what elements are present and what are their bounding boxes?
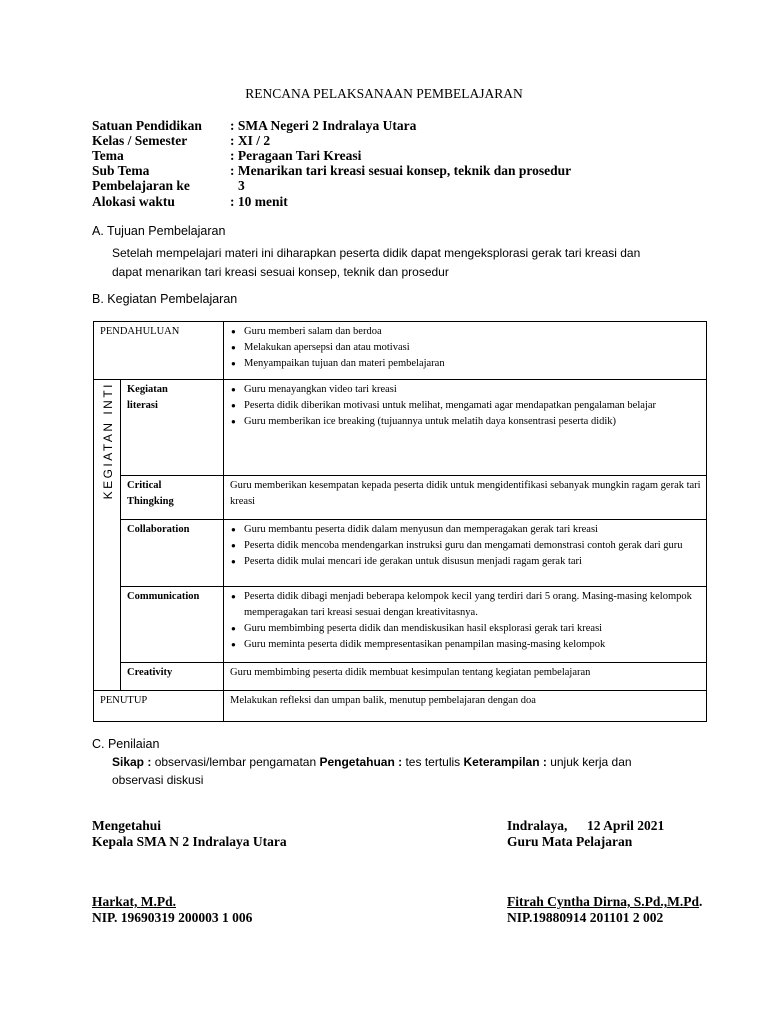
list-item: ● Guru memberi salam dan berdoa: [244, 324, 701, 340]
kegiatan-inti-label: KEGIATAN INTI: [101, 382, 115, 500]
info-label-alokasi: Alokasi waktu: [92, 194, 175, 209]
list-item: ● Guru membimbing peserta didik dan mendiskusikan hasil eksplorasi gerak tari kreasi: [244, 621, 701, 637]
sign-right-name-line: [507, 894, 702, 910]
literasi-label-line-1: Kegiatan: [127, 384, 168, 395]
sikap-label: Sikap :: [112, 755, 152, 769]
info-label-satuan: Satuan Pendidikan: [92, 118, 202, 133]
penutup-label: PENUTUP: [94, 691, 224, 722]
table-row: [94, 587, 707, 663]
keterampilan-label: Keterampilan :: [463, 755, 547, 769]
sign-right-date: 12 April 2021: [587, 818, 665, 833]
sign-right-place: Indralaya,: [507, 818, 568, 833]
collaboration-label: Collaboration: [121, 520, 224, 587]
critical-cell: Guru memberikan kesempatan kepada peserta didik untuk mengidentifikasi sebanyak mungkin ragam gerak tari kreasi: [224, 476, 707, 520]
info-value-tema: : Peragaan Tari Kreasi: [230, 148, 362, 163]
keterampilan-text: unjuk kerja dan: [546, 755, 632, 769]
document-title: RENCANA PELAKSANAAN PEMBELAJARAN: [245, 86, 523, 101]
activity-table: [93, 321, 707, 722]
table-row: [94, 322, 707, 380]
list-item: ● Guru meminta peserta didik mempresentasikan penampilan masing-masing kelompok: [244, 637, 701, 653]
pendahuluan-label: PENDAHULUAN: [94, 322, 224, 380]
creativity-cell: Guru membimbing peserta didik membuat kesimpulan tentang kegiatan pembelajaran: [224, 663, 707, 691]
sign-left-mengetahui: Mengetahui: [92, 818, 161, 833]
list-item: ● Melakukan apersepsi dan atau motivasi: [244, 340, 701, 356]
table-row: [94, 520, 707, 587]
info-label-pembelajaran: Pembelajaran ke: [92, 178, 190, 193]
info-value-alokasi: : 10 menit: [230, 194, 288, 209]
creativity-label: Creativity: [121, 663, 224, 691]
section-a-line-2: dapat menarikan tari kreasi sesuai konsep, teknik dan prosedur: [112, 265, 449, 279]
penilaian-line-1: [112, 755, 632, 769]
section-a-heading: A. Tujuan Pembelajaran: [92, 224, 226, 238]
sign-right-title: Guru Mata Pelajaran: [507, 834, 633, 849]
section-b-heading: B. Kegiatan Pembelajaran: [92, 292, 238, 306]
info-value-kelas: : XI / 2: [230, 133, 271, 148]
table-row: [94, 691, 707, 722]
list-item: ● Peserta didik mulai mencari ide gerakan untuk disusun menjadi ragam gerak tari: [244, 554, 701, 570]
list-item: ● Guru menayangkan video tari kreasi: [244, 382, 701, 398]
kegiatan-inti-cell: [94, 380, 121, 691]
table-row: [94, 476, 707, 520]
penutup-cell: Melakukan refleksi dan umpan balik, menutup pembelajaran dengan doa: [224, 691, 707, 722]
pengetahuan-label: Pengetahuan :: [319, 755, 403, 769]
communication-label: Communication: [121, 587, 224, 663]
list-item: ● Menyampaikan tujuan dan materi pembelajaran: [244, 356, 701, 372]
list-item: ● Guru memberikan ice breaking (tujuannya untuk melatih daya konsentrasi peserta didik): [244, 414, 701, 430]
literasi-cell: [224, 380, 707, 476]
list-item: ● Peserta didik diberikan motivasi untuk melihat, mengamati agar mendapatkan pengalaman belajar: [244, 398, 701, 414]
info-label-kelas: Kelas / Semester: [92, 133, 188, 148]
info-value-satuan: : SMA Negeri 2 Indralaya Utara: [230, 118, 417, 133]
table-row: [94, 663, 707, 691]
info-label-subtema: Sub Tema: [92, 163, 150, 178]
list-item: ● Peserta didik mencoba mendengarkan instruksi guru dan mengamati demonstrasi contoh gerak dari guru: [244, 538, 701, 554]
section-c-heading: C. Penilaian: [92, 737, 160, 751]
sign-left-name: Harkat, M.Pd.: [92, 894, 176, 909]
table-row: [94, 380, 707, 476]
sign-right-nip: NIP.19880914 201101 2 002: [507, 910, 664, 925]
pendahuluan-cell: [224, 322, 707, 380]
pengetahuan-text: tes tertulis: [402, 755, 464, 769]
list-item: ● Guru membantu peserta didik dalam menyusun dan memperagakan gerak tari kreasi: [244, 522, 701, 538]
penilaian-line-2: observasi diskusi: [112, 773, 204, 787]
communication-cell: [224, 587, 707, 663]
literasi-label-line-2: literasi: [127, 400, 158, 411]
sign-left-nip: NIP. 19690319 200003 1 006: [92, 910, 253, 925]
critical-label-line-1: Critical: [127, 480, 162, 491]
section-a-line-1: Setelah mempelajari materi ini diharapkan peserta didik dapat mengeksplorasi gerak tari kreasi dan: [112, 246, 641, 260]
sign-right-dot: .: [699, 894, 703, 909]
collaboration-cell: [224, 520, 707, 587]
critical-label: [121, 476, 224, 520]
literasi-label: [121, 380, 224, 476]
info-value-subtema: : Menarikan tari kreasi sesuai konsep, teknik dan prosedur: [230, 163, 572, 178]
critical-label-line-2: Thingking: [127, 496, 174, 507]
list-item: ● Peserta didik dibagi menjadi beberapa kelompok kecil yang terdiri dari 5 orang. Masing-masing kelompok memperagakan tari kreasi sesuai dengan kreativitasnya.: [244, 589, 701, 621]
sign-right-name: Fitrah Cyntha Dirna, S.Pd.,M.Pd: [507, 894, 700, 909]
sikap-text: observasi/lembar pengamatan: [151, 755, 320, 769]
info-value-pembelajaran: 3: [238, 178, 245, 193]
info-label-tema: Tema: [92, 148, 124, 163]
sign-left-title: Kepala SMA N 2 Indralaya Utara: [92, 834, 287, 849]
